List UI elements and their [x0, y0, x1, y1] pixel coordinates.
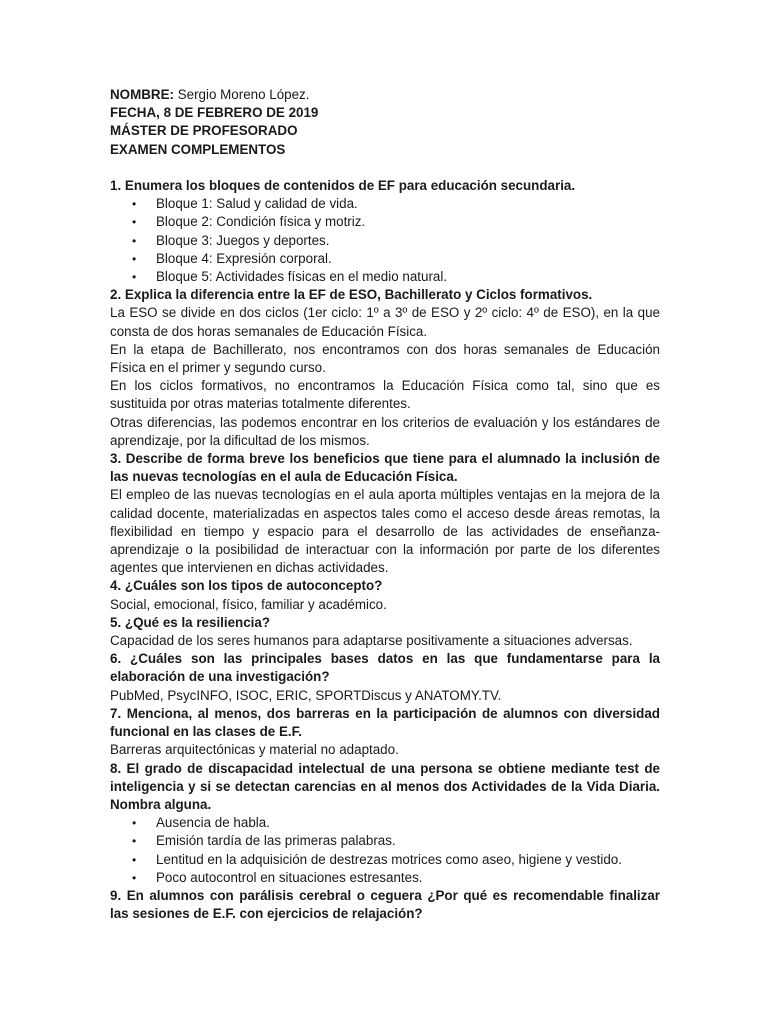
name-line	[110, 86, 660, 104]
answer-6: PubMed, PsycINFO, ISOC, ERIC, SPORTDiscus y ANATOMY.TV.	[110, 687, 502, 703]
bullet-icon: •	[132, 233, 137, 248]
list-item-text: Bloque 1: Salud y calidad de vida.	[156, 196, 358, 212]
name-value: Sergio Moreno López.	[177, 87, 310, 102]
answer-3: El empleo de las nuevas tecnologías en el aula aporta múltiples ventajas en la mejora de la calidad docente, materializadas en aspectos tales como el acceso desde áreas remotas, la flexibilidad en tiempo y espacio para el desarrollo de las actividades de enseñanza-aprendizaje o la posibilidad de interactuar con la información por parte de los diferentes agentes que intervienen en dichas actividades.	[110, 487, 660, 576]
answer-2-paragraph: Otras diferencias, las podemos encontrar en los criterios de evaluación y los estándares de aprendizaje, por la dificultad de los mismos.	[110, 414, 660, 448]
question-7: 7. Menciona, al menos, dos barreras en la participación de alumnos con diversidad funcional en las clases de E.F.	[110, 705, 660, 740]
bullet-icon: •	[132, 834, 137, 849]
list-item	[110, 851, 660, 869]
spacer	[110, 159, 660, 177]
bullet-icon: •	[132, 870, 137, 885]
answer-2-paragraph: En los ciclos formativos, no encontramos la Educación Física como tal, sino que es sustituida por otras materias totalmente diferentes.	[110, 378, 660, 412]
question-4: 4. ¿Cuáles son los tipos de autoconcepto?	[110, 578, 383, 594]
list-item-text: Ausencia de habla.	[156, 815, 270, 831]
question-6: 6. ¿Cuáles son las principales bases datos en las que fundamentarse para la elaboración de una investigación?	[110, 651, 660, 685]
list-item-text: Bloque 5: Actividades físicas en el medio natural.	[156, 269, 448, 285]
list-item-text: Bloque 2: Condición física y motriz.	[156, 214, 366, 230]
list-item-text: Poco autocontrol en situaciones estresantes.	[156, 869, 423, 885]
list-item	[110, 250, 660, 268]
question-8-list	[110, 814, 660, 887]
question-9: 9. En alumnos con parálisis cerebral o ceguera ¿Por qué es recomendable finalizar las sesiones de E.F. con ejercicios de relajación?	[110, 887, 660, 922]
question-3: 3. Describe de forma breve los beneficios que tiene para el alumnado la inclusión de las nuevas tecnologías en el aula de Educación Física.	[110, 451, 660, 485]
list-item	[110, 814, 660, 832]
list-item-text: Lentitud en la adquisición de destrezas motrices como aseo, higiene y vestido.	[156, 851, 622, 867]
question-1-list	[110, 195, 660, 286]
question-8: 8. El grado de discapacidad intelectual de una persona se obtiene mediante test de inteligencia y si se detectan carencias en al menos dos Actividades de la Vida Diaria. Nombra alguna.	[110, 760, 660, 812]
answer-2-paragraph: En la etapa de Bachillerato, nos encontramos con dos horas semanales de Educación Física en el primer y segundo curso.	[110, 341, 660, 376]
exam-line: EXAMEN COMPLEMENTOS	[110, 141, 286, 157]
answer-5: Capacidad de los seres humanos para adaptarse positivamente a situaciones adversas.	[110, 633, 633, 649]
bullet-icon: •	[132, 270, 137, 285]
question-2: 2. Explica la diferencia entre la EF de ESO, Bachillerato y Ciclos formativos.	[110, 287, 593, 303]
name-label: NOMBRE:	[110, 87, 174, 102]
bullet-icon: •	[132, 215, 137, 230]
list-item	[110, 268, 660, 286]
bullet-icon: •	[132, 197, 137, 212]
list-item	[110, 213, 660, 231]
answer-2-paragraph: La ESO se divide en dos ciclos (1er ciclo: 1º a 3º de ESO y 2º ciclo: 4º de ESO), en la que consta de dos horas semanales de Educación Física.	[110, 305, 660, 339]
list-item-text: Emisión tardía de las primeras palabras.	[156, 833, 396, 849]
answer-7: Barreras arquitectónicas y material no adaptado.	[110, 742, 399, 758]
question-5: 5. ¿Qué es la resiliencia?	[110, 614, 271, 630]
list-item	[110, 232, 660, 250]
question-1: 1. Enumera los bloques de contenidos de EF para educación secundaria.	[110, 178, 576, 193]
bullet-icon: •	[132, 816, 137, 831]
date-line: FECHA, 8 DE FEBRERO DE 2019	[110, 105, 319, 121]
list-item	[110, 869, 660, 887]
bullet-icon: •	[132, 852, 137, 867]
bullet-icon: •	[132, 251, 137, 266]
master-line: MÁSTER DE PROFESORADO	[110, 123, 298, 139]
list-item	[110, 195, 660, 213]
list-item	[110, 832, 660, 850]
answer-4: Social, emocional, físico, familiar y académico.	[110, 596, 387, 612]
list-item-text: Bloque 4: Expresión corporal.	[156, 250, 332, 266]
list-item-text: Bloque 3: Juegos y deportes.	[156, 232, 330, 248]
